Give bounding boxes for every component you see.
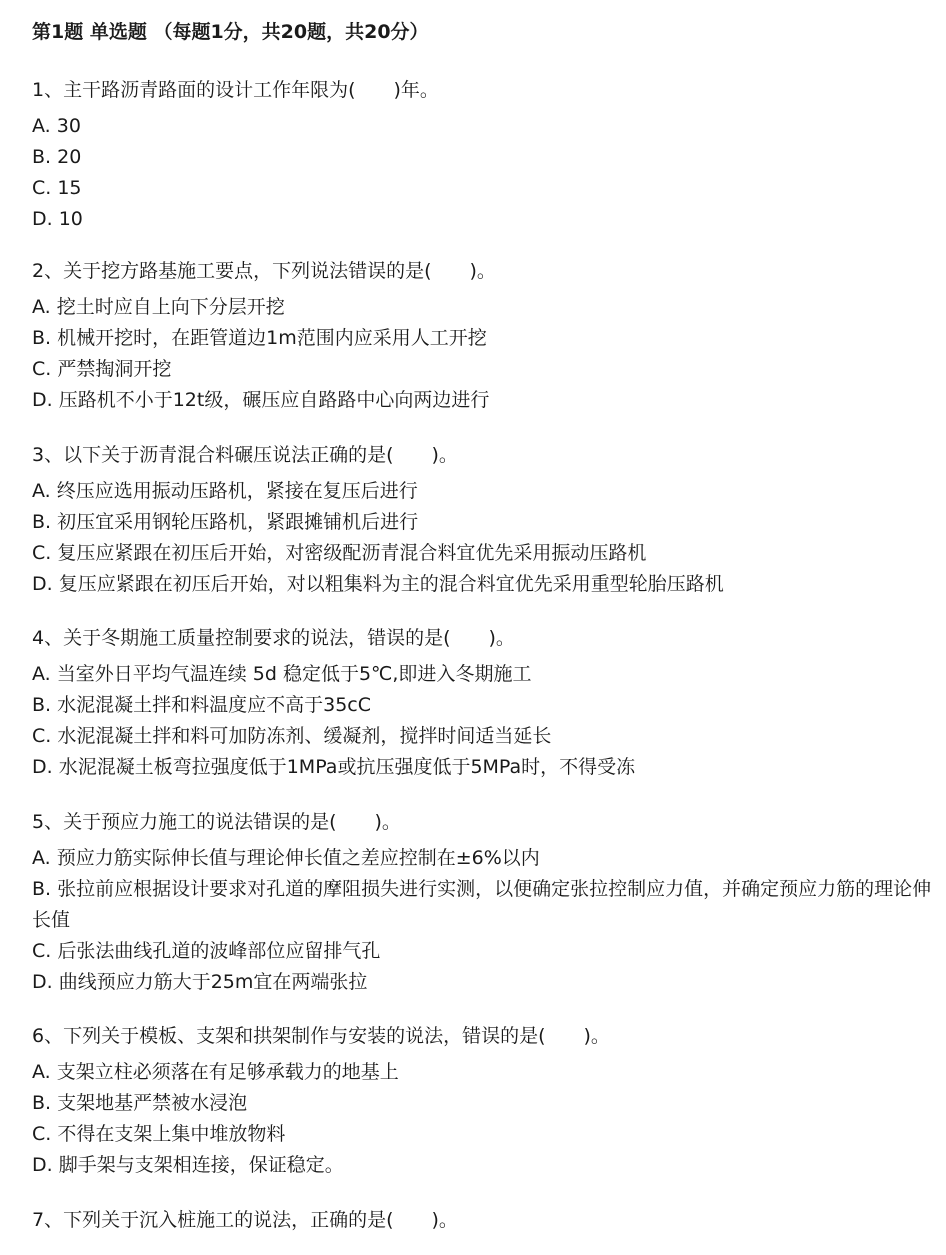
question-7 — [32, 1206, 932, 1241]
option-d: D. 压路机不小于12t级，碾压应自路路中心向两边进行 — [32, 389, 490, 411]
option-a: A. 支架立柱必须落在有足够承载力的地基上 — [32, 1061, 399, 1083]
option-b: B. 20 — [32, 146, 82, 168]
option-a: A. 当室外日平均气温连续 5d 稳定低于5℃,即进入冬期施工 — [32, 663, 532, 685]
option-a: A. 终压应选用振动压路机，紧接在复压后进行 — [32, 480, 418, 502]
question-stem: 2、关于挖方路基施工要点，下列说法错误的是( )。 — [32, 260, 496, 282]
question-2 — [32, 257, 932, 416]
option-b: B. 水泥混凝土拌和料温度应不高于35cC — [32, 694, 372, 716]
option-b: B. 初压宜采用钢轮压路机，紧跟摊铺机后进行 — [32, 511, 419, 533]
question-stem: 1、主干路沥青路面的设计工作年限为( )年。 — [32, 79, 439, 101]
question-3 — [32, 441, 932, 600]
option-c: C. 不得在支架上集中堆放物料 — [32, 1123, 286, 1145]
option-c: C. 严禁掏洞开挖 — [32, 358, 172, 380]
option-d: D. 复压应紧跟在初压后开始，对以粗集料为主的混合料宜优先采用重型轮胎压路机 — [32, 573, 724, 595]
option-a: A. 挖土时应自上向下分层开挖 — [32, 296, 285, 318]
option-c: C. 复压应紧跟在初压后开始，对密级配沥青混合料宜优先采用振动压路机 — [32, 542, 647, 564]
option-c: C. 水泥混凝土拌和料可加防冻剂、缓凝剂，搅拌时间适当延长 — [32, 725, 552, 747]
question-5 — [32, 808, 932, 998]
question-6 — [32, 1022, 932, 1181]
question-4 — [32, 624, 932, 783]
question-stem: 6、下列关于模板、支架和拱架制作与安装的说法，错误的是( )。 — [32, 1025, 610, 1047]
section-title: 第1题 单选题 （每题1分，共20题，共20分） — [32, 21, 429, 43]
option-d: D. 曲线预应力筋大于25m宜在两端张拉 — [32, 971, 368, 993]
option-d: D. 10 — [32, 208, 83, 230]
option-a: A. 30 — [32, 115, 81, 137]
question-stem: 5、关于预应力施工的说法错误的是( )。 — [32, 811, 401, 833]
option-b: B. 支架地基严禁被水浸泡 — [32, 1092, 248, 1114]
option-b: B. 张拉前应根据设计要求对孔道的摩阻损失进行实测，以便确定张拉控制应力值，并确定预应力筋的理论伸长值 — [32, 878, 932, 931]
question-stem: 4、关于冬期施工质量控制要求的说法，错误的是( )。 — [32, 627, 515, 649]
question-stem: 3、以下关于沥青混合料碾压说法正确的是( )。 — [32, 444, 458, 466]
option-c: C. 后张法曲线孔道的波峰部位应留排气孔 — [32, 940, 381, 962]
question-stem: 7、下列关于沉入桩施工的说法，正确的是( )。 — [32, 1209, 458, 1231]
option-d: D. 脚手架与支架相连接，保证稳定。 — [32, 1154, 344, 1176]
option-c: C. 15 — [32, 177, 82, 199]
option-d: D. 水泥混凝土板弯拉强度低于1MPa或抗压强度低于5MPa时，不得受冻 — [32, 756, 636, 778]
option-b: B. 机械开挖时，在距管道边1m范围内应采用人工开挖 — [32, 327, 487, 349]
question-1 — [32, 76, 932, 235]
option-a: A. 预应力筋实际伸长值与理论伸长值之差应控制在±6%以内 — [32, 847, 540, 869]
